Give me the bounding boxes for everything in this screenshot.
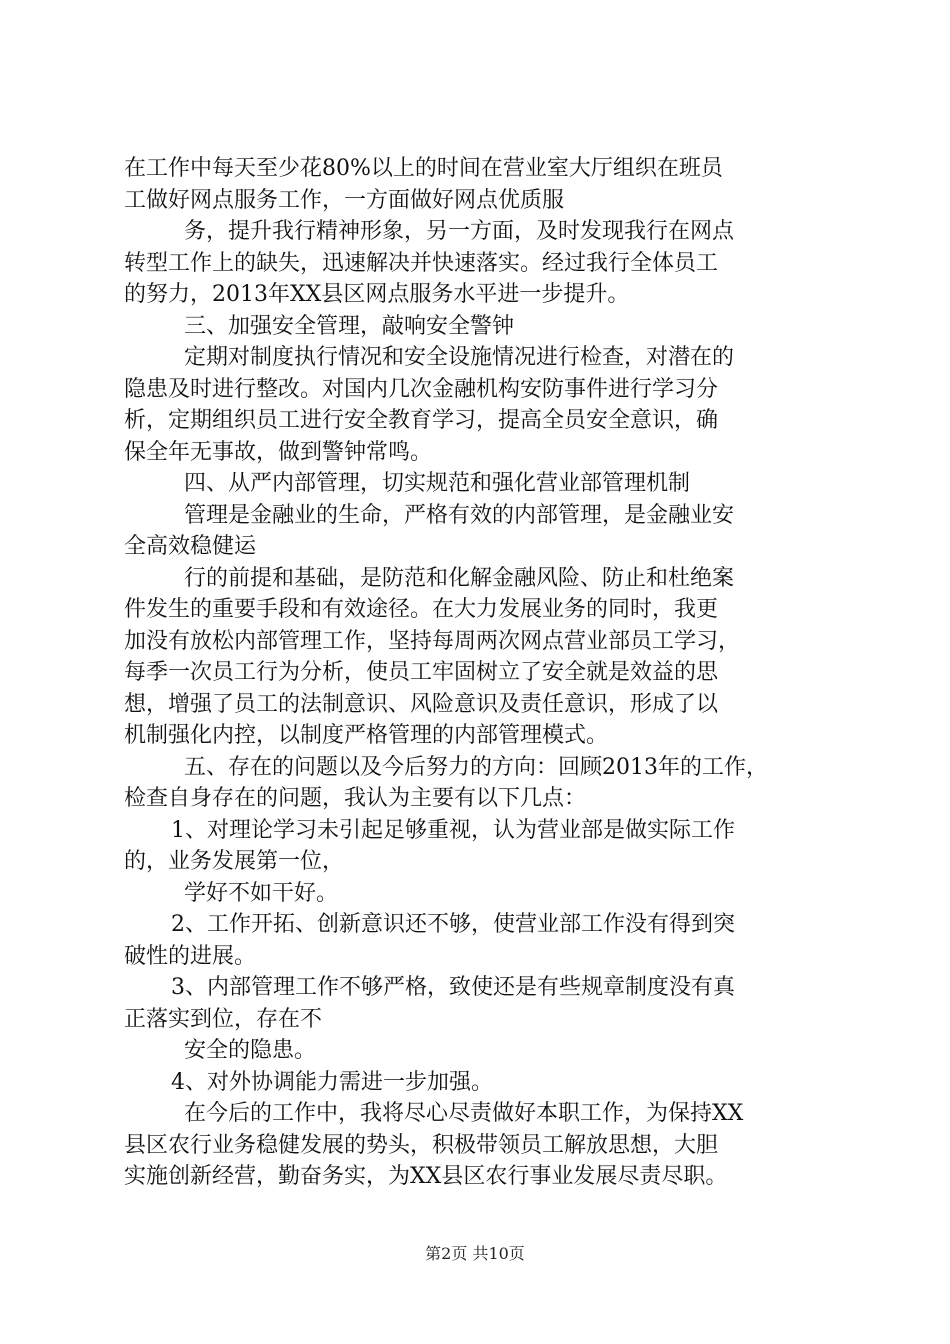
text-line: 保全年无事故，做到警钟常鸣。	[124, 439, 433, 465]
text-line: 的，业务发展第一位，	[124, 849, 345, 874]
text-line: 实施创新经营，勤奋务实，为XX县区农行事业发展尽责尽职。	[124, 1164, 728, 1189]
text-line: 破性的进展。	[124, 943, 257, 969]
list-item: 4、对外协调能力需进一步加强。	[171, 1069, 493, 1095]
text-line: 全高效稳健运	[124, 534, 257, 559]
text-line: 想，增强了员工的法制意识、风险意识及责任意识，形成了以	[124, 691, 719, 717]
text-line: 隐患及时进行整改。对国内几次金融机构安防事件进行学习分	[124, 376, 719, 402]
text-line: 转型工作上的缺失，迅速解决并快速落实。经过我行全体员工	[124, 250, 719, 276]
section-heading: 五、存在的问题以及今后努力的方向：回顾2013年的工作，	[184, 754, 768, 780]
text-line: 件发生的重要手段和有效途径。在大力发展业务的同时，我更	[124, 597, 719, 622]
text-line: 检查自身存在的问题，我认为主要有以下几点：	[124, 786, 587, 811]
document-body	[124, 153, 834, 1193]
text-line: 正落实到位，存在不	[124, 1006, 323, 1032]
section-heading: 三、加强安全管理，敲响安全警钟	[184, 313, 515, 339]
text-line: 机制强化内控，以制度严格管理的内部管理模式。	[124, 723, 609, 748]
text-line: 安全的隐患。	[184, 1038, 317, 1063]
text-line: 在今后的工作中，我将尽心尽责做好本职工作，为保持XX	[184, 1101, 744, 1126]
text-line: 加没有放松内部管理工作，坚持每周两次网点营业部员工学习，	[124, 628, 741, 654]
text-line: 管理是金融业的生命，严格有效的内部管理，是金融业安	[184, 502, 735, 528]
section-heading: 四、从严内部管理，切实规范和强化营业部管理机制	[184, 471, 691, 496]
text-line: 每季一次员工行为分析，使员工牢固树立了安全就是效益的思	[124, 660, 719, 685]
text-line: 的努力，2013年XX县区网点服务水平进一步提升。	[124, 282, 630, 307]
text-line: 行的前提和基础，是防范和化解金融风险、防止和杜绝案	[184, 565, 735, 591]
text-line: 析，定期组织员工进行安全教育学习，提高全员安全意识，确	[124, 408, 719, 433]
text-line: 县区农行业务稳健发展的势头，积极带领员工解放思想，大胆	[124, 1132, 719, 1158]
list-item: 1、对理论学习未引起足够重视，认为营业部是做实际工作	[171, 817, 735, 843]
text-line: 定期对制度执行情况和安全设施情况进行检查，对潜在的	[184, 345, 735, 370]
text-line: 务，提升我行精神形象，另一方面，及时发现我行在网点	[184, 219, 735, 244]
list-item: 3、内部管理工作不够严格，致使还是有些规章制度没有真	[171, 975, 735, 1000]
page-number: 第2页 共10页	[425, 1244, 525, 1263]
text-line: 工做好网点服务工作，一方面做好网点优质服	[124, 187, 565, 213]
text-line: 学好不如干好。	[184, 880, 339, 906]
list-item: 2、工作开拓、创新意识还不够，使营业部工作没有得到突	[171, 912, 735, 937]
text-line: 在工作中每天至少花80%以上的时间在营业室大厅组织在班员	[124, 156, 723, 181]
